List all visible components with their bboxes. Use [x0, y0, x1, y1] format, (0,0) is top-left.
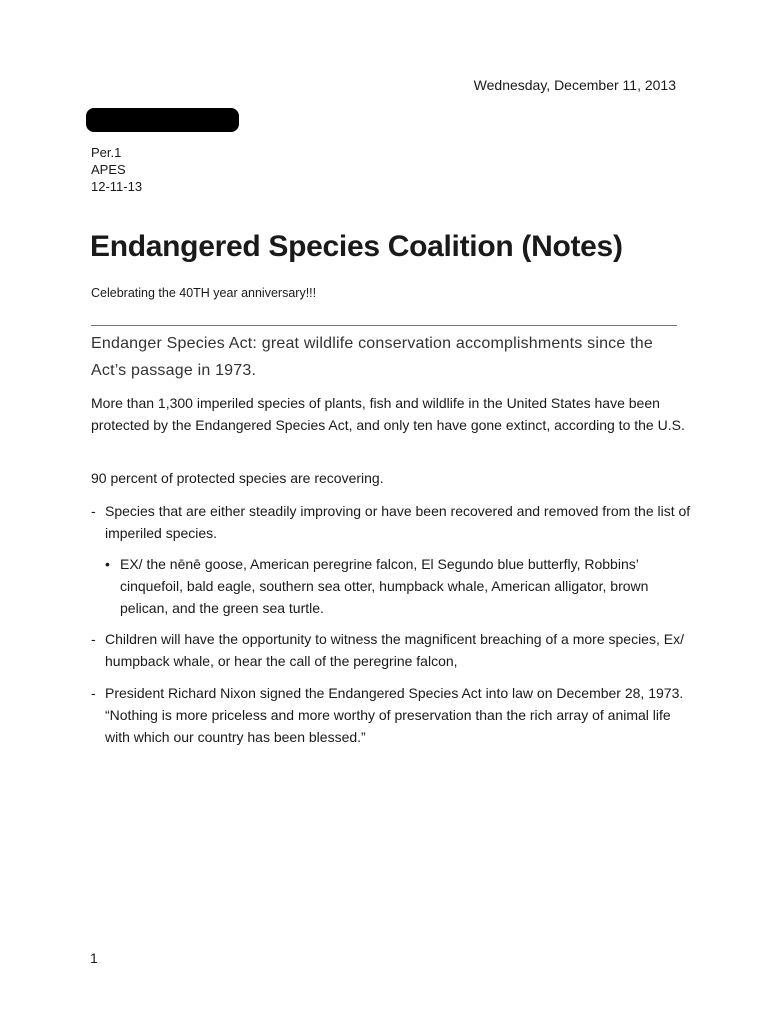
list-item	[91, 500, 695, 544]
dash-marker: -	[91, 503, 96, 519]
list-item-text: Children will have the opportunity to witness the magnificent breaching of a more species, Ex/ humpback whale, or hear the call of the peregrine falcon,	[105, 631, 684, 669]
list-item-text: Species that are either steadily improving or have been recovered and removed from the list of imperiled species.	[105, 503, 691, 541]
sub-list-item	[105, 553, 690, 619]
short-date-label: 12-11-13	[91, 179, 143, 194]
redacted-name	[86, 108, 239, 132]
dash-marker: -	[91, 631, 96, 647]
page-title: Endangered Species Coalition (Notes)	[90, 230, 623, 263]
divider	[91, 325, 677, 326]
section-heading: Endanger Species Act: great wildlife conservation accomplishments since the Act’s passage in 1973.	[91, 335, 653, 379]
period-label: Per.1	[91, 145, 122, 160]
page-subtitle: Celebrating the 40TH year anniversary!!!	[91, 286, 317, 300]
sub-list-item-text: EX/ the nēnē goose, American peregrine falcon, El Segundo blue butterfly, Robbins’ cinquefoil, bald eagle, southern sea otter, humpback whale, American alligator, brown pelican, and the green sea turtle.	[120, 556, 649, 616]
list-item	[91, 628, 695, 672]
paragraph-protected-species: More than 1,300 imperiled species of plants, fish and wildlife in the United States have been protected by the Endangered Species Act, and only ten have gone extinct, according to the U.S.	[91, 395, 685, 433]
paragraph-recovering: 90 percent of protected species are recovering.	[91, 470, 384, 486]
bullet-marker: •	[105, 556, 110, 572]
dash-marker: -	[91, 685, 96, 701]
class-label: APES	[91, 162, 126, 177]
list-item	[91, 682, 695, 748]
header-date: Wednesday, December 11, 2013	[473, 77, 676, 93]
student-info	[91, 144, 142, 195]
list-item-text: President Richard Nixon signed the Endangered Species Act into law on December 28, 1973. “Nothing is more priceless and more worthy of preservation than the rich array of animal life with which our country has been blessed.”	[105, 685, 684, 745]
page-number: 1	[90, 950, 98, 966]
